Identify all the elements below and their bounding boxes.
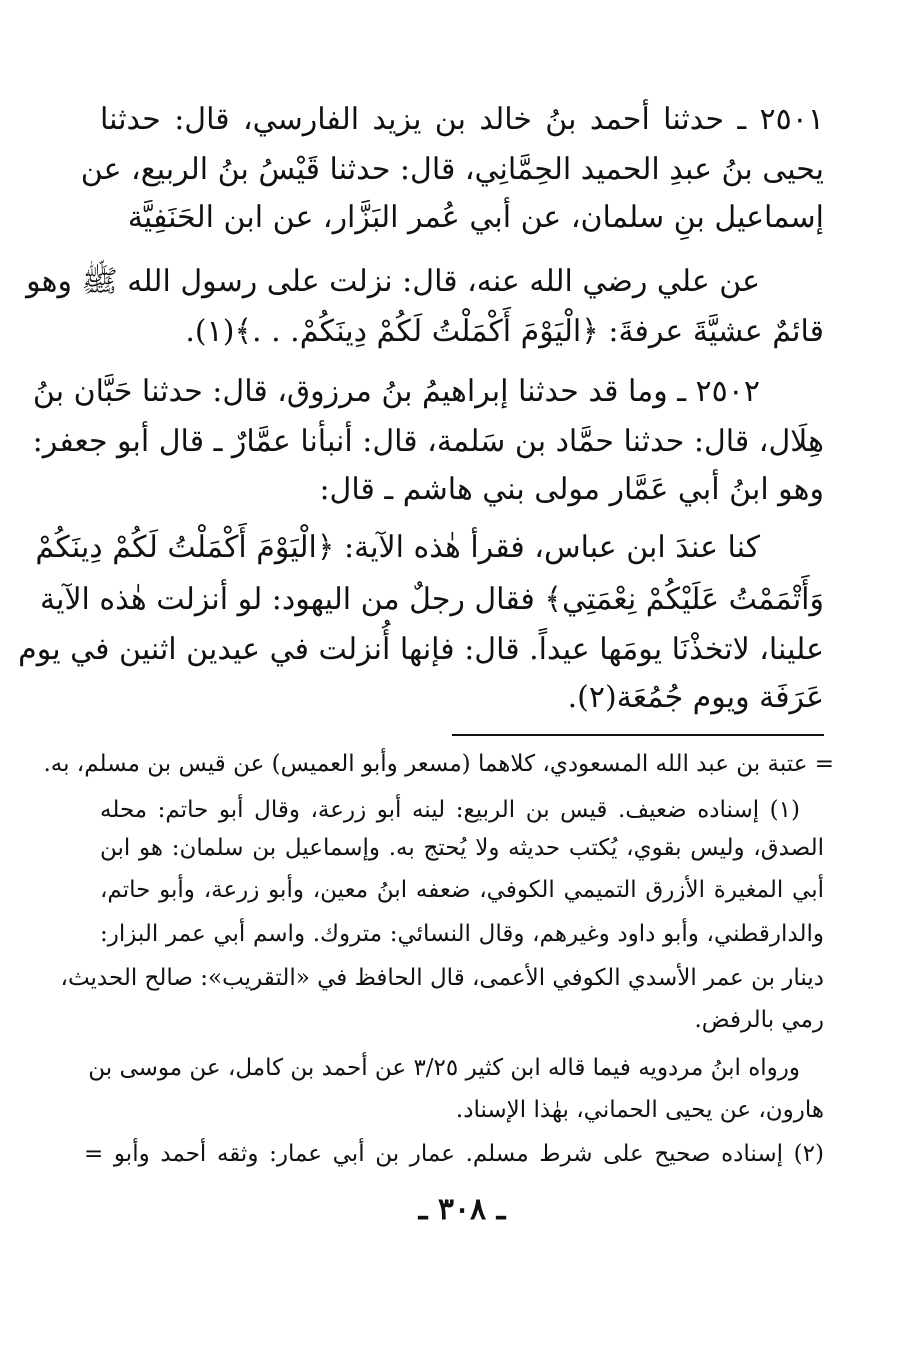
hadith-2501-line-3: إسماعيل بنِ سلمان، عن أبي عُمر البَزَّار، عن ابن الحَنَفِيَّة [127,200,824,235]
hadith-2501-line-1: ٢٥٠١ ـ حدثنا أحمد بنُ خالد بن يزيد الفارسي، قال: حدثنا [100,102,824,137]
hadith-2502-line-3: وهو ابنُ أبي عَمَّار مولى بني هاشم ـ قال: [319,472,824,507]
footnote-continuation: = عتبة بن عبد الله المسعودي، كلاهما (مسعر وأبو العميس) عن قيس بن مسلم، به. [43,751,834,777]
hadith-2502-text-line-3: علينا، لاتخذْنَا يومَها عيداً. قال: فإنها أُنزلت في عيدين اثنين في يوم [18,632,824,667]
footnote-1-extra-line-2: هارون، عن يحيى الحماني، بهٰذا الإسناد. [455,1097,824,1123]
footnote-1-line-5: دينار بن عمر الأسدي الكوفي الأعمى، قال الحافظ في «التقريب»: صالح الحديث، [60,965,824,991]
hadith-2501-line-2: يحيى بنُ عبدِ الحميد الحِمَّانِي، قال: حدثنا قَيْسُ بنُ الربيع، عن [80,152,824,187]
hadith-2502-text-line-2: وَأَتْمَمْتُ عَلَيْكُمْ نِعْمَتِي﴾ فقال رجلٌ من اليهود: لو أنزلت هٰذه الآية [40,582,824,617]
page-number: ـ ٣٠٨ ـ [418,1192,506,1227]
footnote-1-line-6: رمي بالرفض. [694,1007,824,1033]
hadith-2501-text-line-2: قائمٌ عشيَّةَ عرفةَ: ﴿الْيَوْمَ أَكْمَلْتُ لَكُمْ دِينَكُمْ. . .﴾(١). [185,314,824,349]
footnote-1-line-3: أبي المغيرة الأزرق التميمي الكوفي، ضعفه ابنُ معين، وأبو زرعة، وأبو حاتم، [100,877,824,903]
footnote-1-extra-line-1: ورواه ابنُ مردويه فيما قاله ابن كثير ٣/٢٥ عن أحمد بن كامل، عن موسى بن [88,1055,800,1081]
footnote-1-line-4: والدارقطني، وأبو داود وغيرهم، وقال النسائي: متروك. واسم أبي عمر البزار: [100,921,824,947]
hadith-2502-line-2: هِلَال، قال: حدثنا حمَّاد بن سَلمة، قال: أنبأنا عمَّارٌ ـ قال أبو جعفر: [32,424,824,459]
hadith-2501-text-line-1: عن علي رضي الله عنه، قال: نزلت على رسول الله ﷺ وهو [26,264,760,299]
footnote-1-line-2: الصدق، وليس بقوي، يُكتب حديثه ولا يُحتج به. وإسماعيل بن سلمان: هو ابن [100,835,824,861]
footnote-separator [452,734,824,736]
footnote-1-line-1: (١) إسناده ضعيف. قيس بن الربيع: لينه أبو زرعة، وقال أبو حاتم: محله [100,797,800,823]
footnote-2: (٢) إسناده صحيح على شرط مسلم. عمار بن أبي عمار: وثقه أحمد وأبو = [84,1141,824,1167]
hadith-2502-line-1: ٢٥٠٢ ـ وما قد حدثنا إبراهيمُ بنُ مرزوق، قال: حدثنا حَبَّان بنُ [32,374,760,409]
hadith-2502-text-line-4: عَرَفَة ويوم جُمُعَة(٢). [567,680,824,715]
hadith-2502-text-line-1: كنا عندَ ابن عباس، فقرأ هٰذه الآية: ﴿الْيَوْمَ أَكْمَلْتُ لَكُمْ دِينَكُمْ [35,530,760,565]
